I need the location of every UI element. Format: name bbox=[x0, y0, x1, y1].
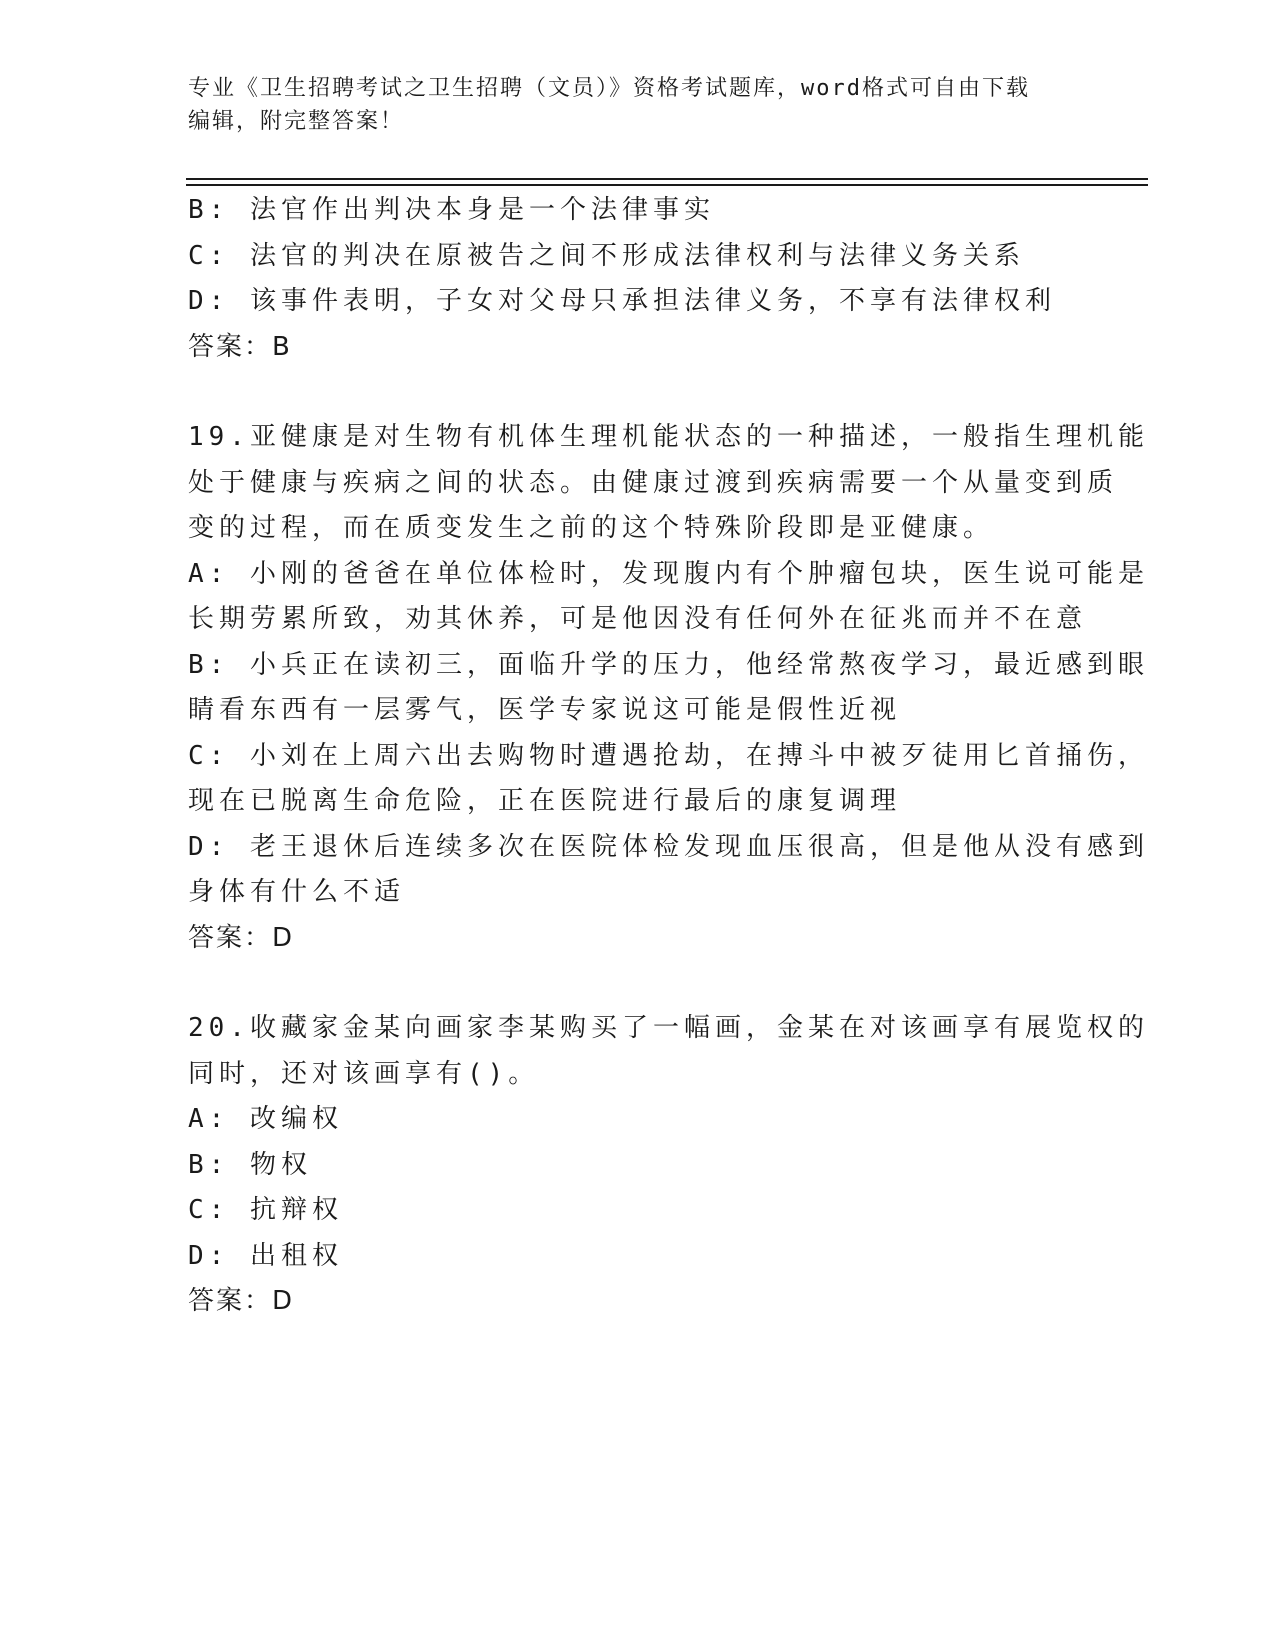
q19-option-b-line-2: 睛看东西有一层雾气，医学专家说这可能是假性近视 bbox=[188, 695, 902, 725]
q18-answer: 答案：B bbox=[188, 331, 292, 362]
header-divider-bottom bbox=[186, 184, 1148, 186]
q19-stem-line-2: 处于健康与疾病之间的状态。由健康过渡到疾病需要一个从量变到质 bbox=[188, 467, 1119, 498]
spacer bbox=[188, 961, 1088, 1006]
q18-option-c: C: 法官的判决在原被告之间不形成法律权利与法律义务关系 bbox=[188, 240, 1025, 271]
q20-option-d: D: 出租权 bbox=[188, 1240, 343, 1271]
q20-option-b: B: 物权 bbox=[188, 1149, 312, 1180]
q20-answer: 答案：D bbox=[188, 1286, 295, 1316]
q19-option-a-line-2: 长期劳累所致，劝其休养，可是他因没有任何外在征兆而并不在意 bbox=[188, 604, 1088, 634]
q20-option-a: A: 改编权 bbox=[188, 1104, 343, 1134]
q19-stem-line-1: 19.亚健康是对生物有机体生理机能状态的一种描述，一般指生理机能 bbox=[188, 422, 1149, 452]
document-body bbox=[188, 188, 1149, 1325]
q19-option-b-line-1: B: 小兵正在读初三，面临升学的压力，他经常熬夜学习，最近感到眼 bbox=[188, 649, 1149, 680]
header-line-2: 编辑，附完整答案！ bbox=[188, 109, 405, 134]
q19-option-d-line-2: 身体有什么不适 bbox=[188, 877, 406, 907]
q19-stem-line-3: 变的过程，而在质变发生之前的这个特殊阶段即是亚健康。 bbox=[188, 513, 995, 543]
question-20 bbox=[188, 1006, 1149, 1325]
question-18 bbox=[188, 188, 1088, 370]
q18-option-b: B: 法官作出判决本身是一个法律事实 bbox=[188, 195, 715, 225]
question-19 bbox=[188, 415, 1149, 961]
q18-option-d: D: 该事件表明，子女对父母只承担法律义务，不享有法律权利 bbox=[188, 286, 1056, 316]
header-line-1: 专业《卫生招聘考试之卫生招聘（文员）》资格考试题库，word格式可自由下载 bbox=[188, 76, 1030, 101]
q19-option-c-line-1: C: 小刘在上周六出去购物时遭遇抢劫，在搏斗中被歹徒用匕首捅伤， bbox=[188, 740, 1149, 771]
q20-stem-line-2: 同时，还对该画享有()。 bbox=[188, 1058, 540, 1089]
document-header bbox=[188, 72, 1068, 138]
q19-option-d-line-1: D: 老王退休后连续多次在医院体检发现血压很高，但是他从没有感到 bbox=[188, 831, 1149, 862]
header-divider-top bbox=[186, 178, 1148, 180]
q19-option-c-line-2: 现在已脱离生命危险，正在医院进行最后的康复调理 bbox=[188, 786, 902, 816]
q20-stem-line-1: 20.收藏家金某向画家李某购买了一幅画，金某在对该画享有展览权的 bbox=[188, 1013, 1149, 1043]
q20-option-c: C: 抗辩权 bbox=[188, 1195, 343, 1225]
q19-answer: 答案：D bbox=[188, 922, 295, 953]
q19-option-a-line-1: A: 小刚的爸爸在单位体检时，发现腹内有个肿瘤包块，医生说可能是 bbox=[188, 558, 1149, 589]
spacer bbox=[188, 370, 1088, 415]
